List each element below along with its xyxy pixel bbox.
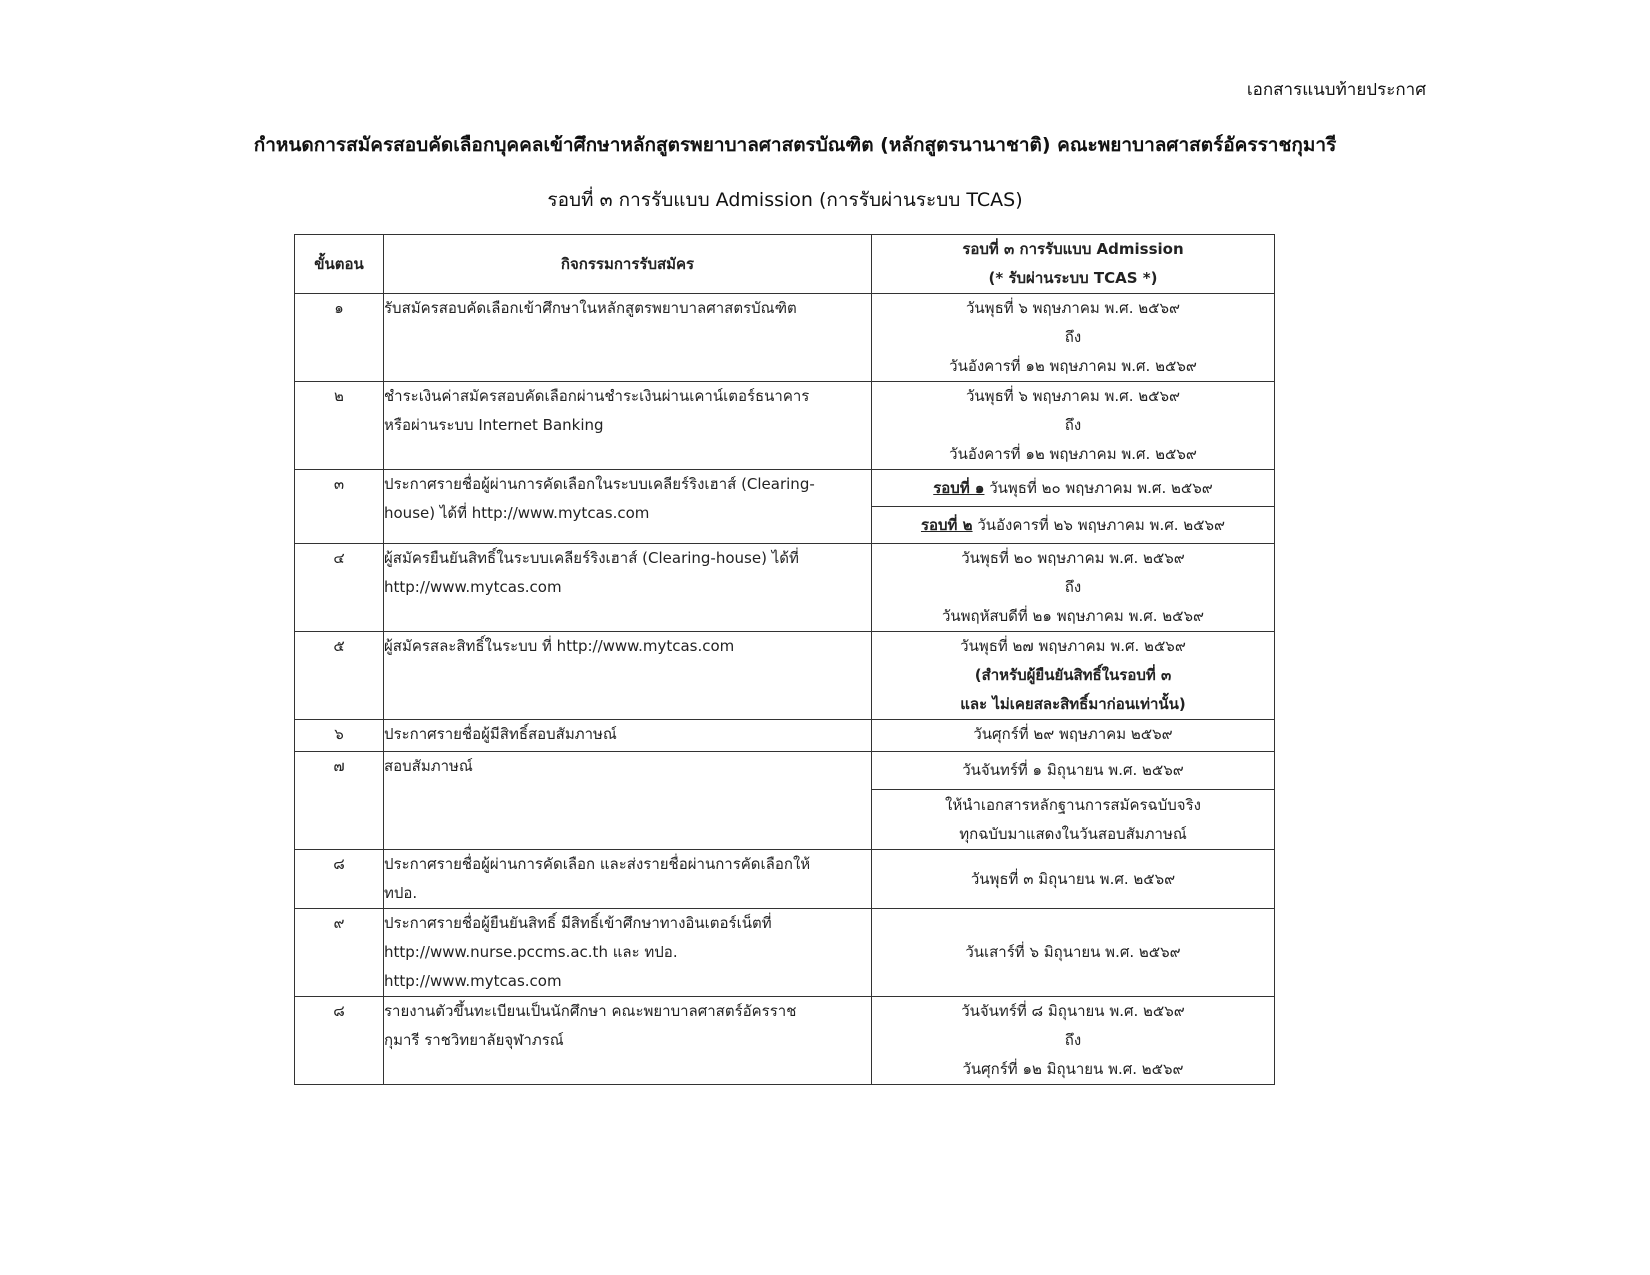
activity-line: ประกาศรายชื่อผู้มีสิทธิ์สอบสัมภาษณ์ — [384, 725, 617, 743]
table-row — [295, 294, 1275, 382]
table-row — [295, 470, 1275, 507]
activity-cell — [384, 382, 872, 470]
date-to: ถึง — [1064, 578, 1082, 596]
activity-line: ทปอ. — [384, 884, 418, 902]
activity-line: http://www.nurse.pccms.ac.th และ ทปอ. — [384, 943, 678, 961]
activity-cell — [384, 909, 872, 997]
activity-line: กุมารี ราชวิทยาลัยจุฬาภรณ์ — [384, 1031, 564, 1049]
round1-date-cell — [872, 470, 1275, 507]
step-number: ๘ — [295, 850, 384, 909]
activity-line: หรือผ่านระบบ Internet Banking — [384, 416, 604, 434]
date: วันเสาร์ที่ ๖ มิถุนายน พ.ศ. ๒๕๖๙ — [965, 943, 1181, 961]
date-to: ถึง — [1064, 328, 1082, 346]
date-note: ทุกฉบับมาแสดงในวันสอบสัมภาษณ์ — [959, 824, 1187, 843]
activity-cell — [384, 470, 872, 544]
step-number: ๗ — [295, 752, 384, 850]
header-schedule-line1: รอบที่ ๓ การรับแบบ Admission — [962, 240, 1184, 258]
activity-cell — [384, 720, 872, 752]
activity-cell — [384, 997, 872, 1085]
date-note: ให้นำเอกสารหลักฐานการสมัครฉบับจริง — [945, 795, 1201, 814]
date: วันจันทร์ที่ ๑ มิถุนายน พ.ศ. ๒๕๖๙ — [962, 761, 1184, 779]
date-end: วันอังคารที่ ๑๒ พฤษภาคม พ.ศ. ๒๕๖๙ — [949, 445, 1197, 463]
activity-line: house) ได้ที่ http://www.mytcas.com — [384, 504, 650, 522]
step-number: ๙ — [295, 909, 384, 997]
date-to: ถึง — [1064, 1031, 1082, 1049]
activity-cell — [384, 294, 872, 382]
header-schedule-line2: (* รับผ่านระบบ TCAS *) — [988, 269, 1158, 287]
attachment-label: เอกสารแนบท้ายประกาศ — [1246, 80, 1426, 100]
date-note-cell — [872, 790, 1275, 850]
activity-line: รายงานตัวขึ้นทะเบียนเป็นนักศึกษา คณะพยาบาลศาสตร์อัครราช — [384, 1002, 797, 1020]
document-subtitle: รอบที่ ๓ การรับแบบ Admission (การรับผ่านระบบ TCAS) — [547, 189, 1023, 211]
date-cell — [872, 294, 1275, 382]
table-row — [295, 909, 1275, 997]
date-cell — [872, 752, 1275, 790]
document-title: กำหนดการสมัครสอบคัดเลือกบุคคลเข้าศึกษาหลักสูตรพยาบาลศาสตรบัณฑิต (หลักสูตรนานาชาติ) คณะพยาบาลศาสตร์อัครราชกุมารี — [253, 134, 1337, 156]
date-note: (สำหรับผู้ยืนยันสิทธิ์ในรอบที่ ๓ — [974, 666, 1172, 684]
step-number: ๔ — [295, 544, 384, 632]
table-row — [295, 997, 1275, 1085]
round1-date: วันพุธที่ ๒๐ พฤษภาคม พ.ศ. ๒๕๖๙ — [989, 478, 1213, 497]
table-row — [295, 720, 1275, 752]
step-number: ๕ — [295, 632, 384, 720]
step-number: ๓ — [295, 470, 384, 544]
table-header-row — [295, 235, 1275, 294]
table-row — [295, 382, 1275, 470]
activity-line: รับสมัครสอบคัดเลือกเข้าศึกษาในหลักสูตรพยาบาลศาสตรบัณฑิต — [384, 299, 797, 317]
table-row — [295, 752, 1275, 790]
date-start: วันพุธที่ ๖ พฤษภาคม พ.ศ. ๒๕๖๙ — [966, 387, 1180, 405]
date-cell — [872, 997, 1275, 1085]
step-number: ๑ — [295, 294, 384, 382]
header-activity: กิจกรรมการรับสมัคร — [384, 235, 872, 294]
date-cell — [872, 850, 1275, 909]
date-start: วันจันทร์ที่ ๘ มิถุนายน พ.ศ. ๒๕๖๙ — [961, 1002, 1185, 1020]
activity-cell — [384, 544, 872, 632]
date-end: วันพฤหัสบดีที่ ๒๑ พฤษภาคม พ.ศ. ๒๕๖๙ — [941, 607, 1205, 625]
activity-line: ประกาศรายชื่อผู้ยืนยันสิทธิ์ มีสิทธิ์เข้าศึกษาทางอินเตอร์เน็ตที่ — [384, 914, 772, 932]
activity-cell — [384, 850, 872, 909]
step-number: ๒ — [295, 382, 384, 470]
activity-line: ประกาศรายชื่อผู้ผ่านการคัดเลือกในระบบเคลียร์ริงเฮาส์ (Clearing- — [384, 475, 815, 493]
date-start: วันพุธที่ ๒๐ พฤษภาคม พ.ศ. ๒๕๖๙ — [961, 549, 1185, 567]
date-cell — [872, 909, 1275, 997]
date-cell — [872, 632, 1275, 720]
activity-line: ผู้สมัครสละสิทธิ์ในระบบ ที่ http://www.mytcas.com — [384, 637, 735, 655]
date-end: วันศุกร์ที่ ๑๒ มิถุนายน พ.ศ. ๒๕๖๙ — [962, 1060, 1184, 1078]
round2-date-cell — [872, 507, 1275, 544]
step-number: ๖ — [295, 720, 384, 752]
activity-line: ผู้สมัครยืนยันสิทธิ์ในระบบเคลียร์ริงเฮาส์ (Clearing-house) ได้ที่ — [384, 549, 799, 567]
table-row — [295, 544, 1275, 632]
table-row — [295, 850, 1275, 909]
step-number: ๘ — [295, 997, 384, 1085]
date-cell — [872, 544, 1275, 632]
date: วันพุธที่ ๓ มิถุนายน พ.ศ. ๒๕๖๙ — [970, 869, 1176, 888]
header-schedule — [872, 235, 1275, 294]
date-to: ถึง — [1064, 416, 1082, 434]
activity-cell — [384, 752, 872, 850]
date: วันศุกร์ที่ ๒๙ พฤษภาคม ๒๕๖๙ — [973, 725, 1173, 743]
round1-label: รอบที่ ๑ — [933, 478, 985, 497]
activity-line: http://www.mytcas.com — [384, 578, 562, 596]
date-note: และ ไม่เคยสละสิทธิ์มาก่อนเท่านั้น) — [960, 695, 1186, 713]
activity-cell — [384, 632, 872, 720]
date-start: วันพุธที่ ๖ พฤษภาคม พ.ศ. ๒๕๖๙ — [966, 299, 1180, 317]
activity-line: สอบสัมภาษณ์ — [384, 757, 473, 775]
activity-line: ประกาศรายชื่อผู้ผ่านการคัดเลือก และส่งรายชื่อผ่านการคัดเลือกให้ — [384, 855, 811, 873]
table-row — [295, 632, 1275, 720]
schedule-table — [294, 234, 1275, 1085]
round2-label: รอบที่ ๒ — [920, 515, 973, 534]
date-end: วันอังคารที่ ๑๒ พฤษภาคม พ.ศ. ๒๕๖๙ — [949, 357, 1197, 375]
round2-date: วันอังคารที่ ๒๖ พฤษภาคม พ.ศ. ๒๕๖๙ — [977, 515, 1226, 534]
date-cell — [872, 382, 1275, 470]
activity-line: ชำระเงินค่าสมัครสอบคัดเลือกผ่านชำระเงินผ่านเคาน์เตอร์ธนาคาร — [384, 387, 810, 405]
header-step: ขั้นตอน — [295, 235, 384, 294]
activity-line: http://www.mytcas.com — [384, 972, 562, 990]
date-cell — [872, 720, 1275, 752]
date: วันพุธที่ ๒๗ พฤษภาคม พ.ศ. ๒๕๖๙ — [960, 637, 1186, 655]
